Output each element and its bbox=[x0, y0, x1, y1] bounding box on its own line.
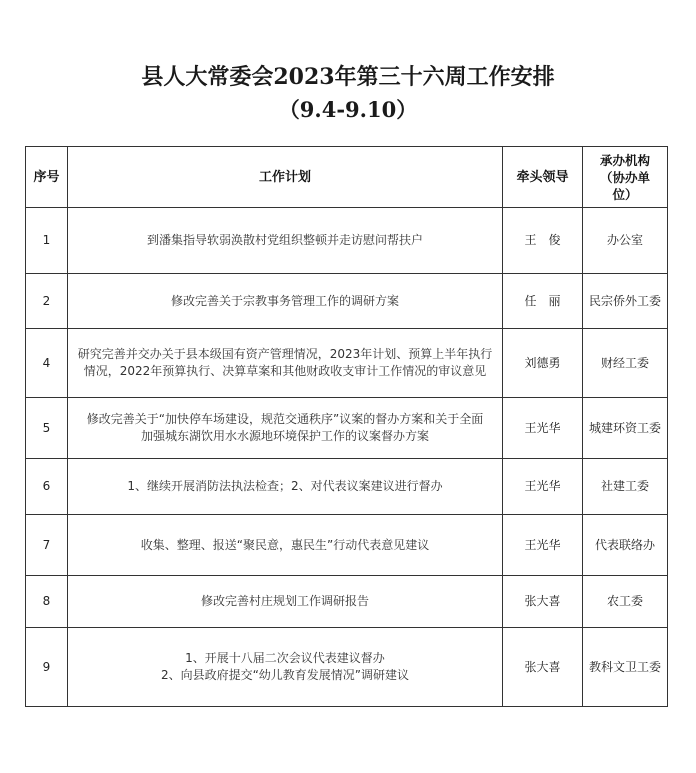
table-row bbox=[26, 459, 668, 515]
header-seq: 序号 bbox=[26, 147, 68, 208]
row-seq: 6 bbox=[26, 459, 68, 515]
row-plan-line: 收集、整理、报送“聚民意，惠民生”行动代表意见建议 bbox=[140, 537, 430, 552]
row-plan bbox=[68, 576, 503, 628]
header-plan: 工作计划 bbox=[68, 147, 503, 208]
table-row bbox=[26, 628, 668, 707]
row-org: 财经工委 bbox=[583, 329, 668, 398]
table-row bbox=[26, 274, 668, 329]
row-plan bbox=[68, 398, 503, 459]
row-plan bbox=[68, 459, 503, 515]
row-plan-line: 到潘集指导软弱涣散村党组织整顿并走访慰问帮扶户 bbox=[146, 233, 423, 247]
row-plan-line: 加强城东湖饮用水水源地环境保护工作的议案督办方案 bbox=[140, 429, 429, 443]
row-leader: 王 俊 bbox=[503, 208, 583, 274]
row-plan-line: 修改完善关于“加快停车场建设，规范交通秩序”议案的督办方案和关于全面 bbox=[86, 412, 484, 426]
row-plan-line: 修改完善关于宗教事务管理工作的调研方案 bbox=[170, 293, 399, 308]
header-org-line3: 位） bbox=[612, 186, 638, 202]
row-plan-line: 1、继续开展消防法执法检查；2、对代表议案建议进行督办 bbox=[127, 479, 443, 493]
row-seq: 9 bbox=[26, 628, 68, 707]
row-leader: 任 丽 bbox=[503, 274, 583, 329]
row-plan bbox=[68, 515, 503, 576]
row-leader: 王光华 bbox=[503, 398, 583, 459]
row-org: 教科文卫工委 bbox=[583, 628, 668, 707]
header-org-line2: （协办单 bbox=[599, 169, 650, 185]
table-row bbox=[26, 329, 668, 398]
row-plan-line: 2、向县政府提交“幼儿教育发展情况”调研建议 bbox=[160, 668, 410, 682]
table-row bbox=[26, 515, 668, 576]
row-plan bbox=[68, 329, 503, 398]
table-row bbox=[26, 208, 668, 274]
row-org: 农工委 bbox=[583, 576, 668, 628]
row-leader: 王光华 bbox=[503, 515, 583, 576]
row-leader: 刘德勇 bbox=[503, 329, 583, 398]
table-row bbox=[26, 576, 668, 628]
row-seq: 8 bbox=[26, 576, 68, 628]
page-date-range: （9.4-9.10） bbox=[278, 97, 418, 122]
row-plan-line: 研究完善并交办关于县本级国有资产管理情况，2023年计划、预算上半年执行 bbox=[77, 347, 493, 361]
row-plan bbox=[68, 208, 503, 274]
row-plan-line: 1、开展十八届二次会议代表建议督办 bbox=[185, 651, 385, 665]
row-seq: 5 bbox=[26, 398, 68, 459]
table-row bbox=[26, 398, 668, 459]
row-plan-line: 情况，2022年预算执行、决算草案和其他财政收支审计工作情况的审议意见 bbox=[83, 364, 487, 378]
row-org: 代表联络办 bbox=[583, 515, 668, 576]
header-org-line1: 承办机构 bbox=[599, 152, 650, 168]
header-leader: 牵头领导 bbox=[503, 147, 583, 208]
schedule-table bbox=[25, 146, 668, 707]
header-row bbox=[26, 147, 668, 208]
row-leader: 张大喜 bbox=[503, 576, 583, 628]
row-org: 民宗侨外工委 bbox=[583, 274, 668, 329]
page-title: 县人大常委会2023年第三十六周工作安排 bbox=[141, 64, 555, 90]
row-leader: 王光华 bbox=[503, 459, 583, 515]
row-org: 社建工委 bbox=[583, 459, 668, 515]
row-seq: 7 bbox=[26, 515, 68, 576]
row-org: 城建环资工委 bbox=[583, 398, 668, 459]
row-seq: 1 bbox=[26, 208, 68, 274]
row-seq: 2 bbox=[26, 274, 68, 329]
row-org: 办公室 bbox=[583, 208, 668, 274]
row-plan-line: 修改完善村庄规划工作调研报告 bbox=[200, 594, 369, 608]
row-seq: 4 bbox=[26, 329, 68, 398]
row-leader: 张大喜 bbox=[503, 628, 583, 707]
header-org bbox=[583, 147, 668, 208]
row-plan bbox=[68, 628, 503, 707]
row-plan bbox=[68, 274, 503, 329]
